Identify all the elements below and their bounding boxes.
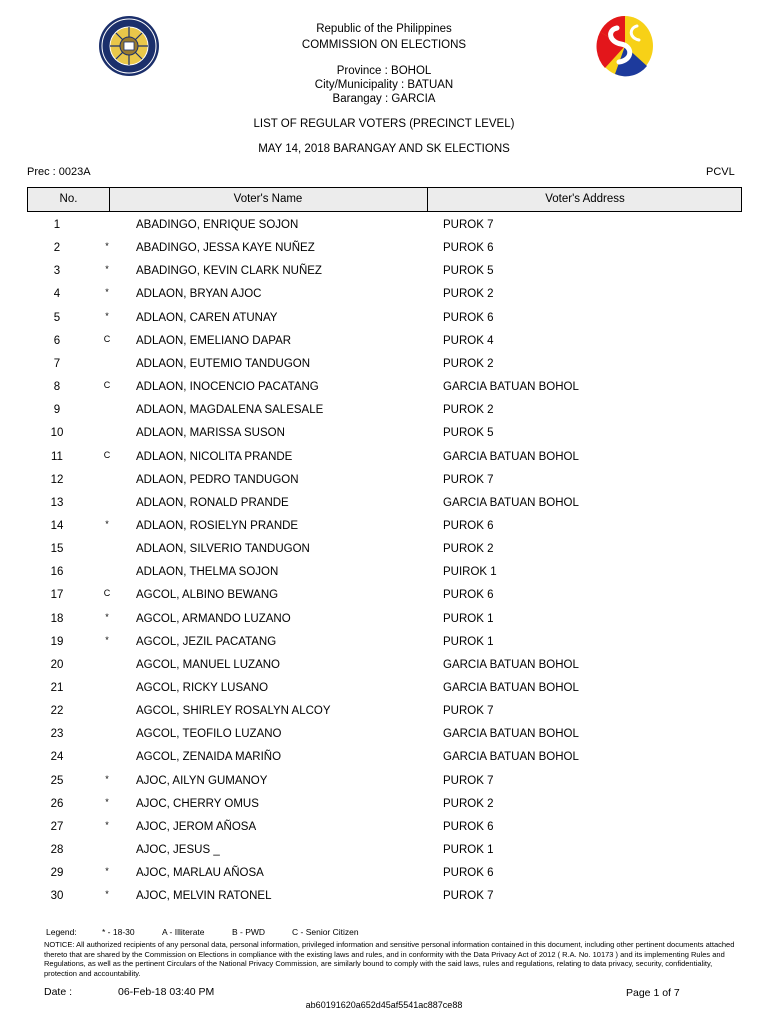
table-row xyxy=(0,654,768,677)
voter-name: AJOC, JESUS _ xyxy=(136,844,220,857)
voter-name: ABADINGO, KEVIN CLARK NUÑEZ xyxy=(136,265,322,278)
election-title: MAY 14, 2018 BARANGAY AND SK ELECTIONS xyxy=(258,143,510,155)
row-number: 23 xyxy=(50,728,64,741)
row-number: 3 xyxy=(53,265,61,278)
voter-name: AGCOL, MANUEL LUZANO xyxy=(136,658,280,671)
legend-label: Legend: xyxy=(46,927,77,937)
voter-name: ADLAON, CAREN ATUNAY xyxy=(136,311,278,324)
voter-name: AGCOL, JEZIL PACATANG xyxy=(136,635,277,648)
row-number: 20 xyxy=(50,658,64,671)
table-row xyxy=(0,561,768,584)
row-marker: * xyxy=(105,241,109,252)
voter-name: ADLAON, MAGDALENA SALESALE xyxy=(136,404,324,417)
voter-address: PUIROK 1 xyxy=(443,566,497,579)
row-marker: * xyxy=(105,796,109,807)
row-marker: * xyxy=(105,264,109,275)
list-title: LIST OF REGULAR VOTERS (PRECINCT LEVEL) xyxy=(253,118,515,130)
table-row xyxy=(0,399,768,422)
voter-name: AJOC, JEROM AÑOSA xyxy=(136,820,257,833)
voter-name: AJOC, CHERRY OMUS xyxy=(136,797,259,810)
legend-item-illiterate: A - Illiterate xyxy=(162,927,205,937)
row-marker: * xyxy=(105,287,109,298)
row-number: 6 xyxy=(53,334,61,347)
table-row xyxy=(0,677,768,700)
row-number: 17 xyxy=(50,589,64,602)
row-number: 28 xyxy=(50,844,64,857)
province-label: Province : BOHOL xyxy=(336,65,432,77)
row-number: 16 xyxy=(50,566,64,579)
voter-name: AJOC, AILYN GUMANOY xyxy=(136,774,268,787)
voter-name: AJOC, MELVIN RATONEL xyxy=(136,890,272,903)
date-value: 06-Feb-18 03:40 PM xyxy=(118,986,215,998)
voter-address: PUROK 7 xyxy=(443,774,494,787)
voter-address: PUROK 6 xyxy=(443,311,494,324)
row-marker: C xyxy=(103,333,111,344)
row-number: 30 xyxy=(50,890,64,903)
row-number: 29 xyxy=(50,867,64,880)
table-row xyxy=(0,839,768,862)
table-row xyxy=(0,422,768,445)
row-number: 9 xyxy=(53,404,61,417)
voter-name: ADLAON, EUTEMIO TANDUGON xyxy=(136,357,311,370)
row-number: 25 xyxy=(50,774,64,787)
voter-name: ADLAON, THELMA SOJON xyxy=(136,566,279,579)
voter-name: ADLAON, BRYAN AJOC xyxy=(136,288,262,301)
table-row xyxy=(0,376,768,399)
legend-item-18-30: * - 18-30 xyxy=(102,927,135,937)
pcvl-code: PCVL xyxy=(706,166,735,178)
voter-address: PUROK 2 xyxy=(443,357,494,370)
city-label: City/Municipality : BATUAN xyxy=(314,79,454,91)
voter-address: PUROK 1 xyxy=(443,612,494,625)
table-row xyxy=(0,515,768,538)
table-row xyxy=(0,492,768,515)
voter-address: PUROK 6 xyxy=(443,589,494,602)
column-header-no: No. xyxy=(28,188,110,211)
table-row xyxy=(0,469,768,492)
voter-name: ADLAON, PEDRO TANDUGON xyxy=(136,473,299,486)
voter-name: AGCOL, TEOFILO LUZANO xyxy=(136,728,282,741)
voter-name: ABADINGO, ENRIQUE SOJON xyxy=(136,219,299,231)
precinct-label: Prec : 0023A xyxy=(27,166,91,178)
row-number: 18 xyxy=(50,612,64,625)
row-number: 13 xyxy=(50,496,64,509)
table-row xyxy=(0,723,768,746)
voter-name: ADLAON, ROSIELYN PRANDE xyxy=(136,519,299,532)
table-row xyxy=(0,584,768,607)
row-number: 8 xyxy=(53,381,61,394)
row-number: 24 xyxy=(50,751,64,764)
voter-address: PUROK 1 xyxy=(443,635,494,648)
voter-address: PUROK 7 xyxy=(443,473,494,486)
voter-address: PUROK 5 xyxy=(443,265,494,278)
table-row xyxy=(0,446,768,469)
row-number: 11 xyxy=(51,450,63,463)
row-number: 22 xyxy=(50,705,64,718)
voter-address: PUROK 7 xyxy=(443,890,494,903)
voter-name: ABADINGO, JESSA KAYE NUÑEZ xyxy=(136,242,315,255)
row-marker: * xyxy=(105,634,109,645)
row-number: 4 xyxy=(53,288,61,301)
voter-address: GARCIA BATUAN BOHOL xyxy=(443,450,579,463)
table-row xyxy=(0,608,768,631)
table-row xyxy=(0,746,768,769)
row-number: 15 xyxy=(50,543,64,556)
voter-address: PUROK 6 xyxy=(443,242,494,255)
legend-item-pwd: B - PWD xyxy=(232,927,266,937)
row-marker: C xyxy=(103,449,111,460)
voter-name: AGCOL, ARMANDO LUZANO xyxy=(136,612,291,625)
voter-address: PUROK 6 xyxy=(443,820,494,833)
table-row xyxy=(0,214,768,237)
voter-address: GARCIA BATUAN BOHOL xyxy=(443,682,579,694)
voter-name: ADLAON, INOCENCIO PACATANG xyxy=(136,381,319,394)
table-row xyxy=(0,283,768,306)
privacy-notice: NOTICE: All authorized recipients of any personal data, personal information, privileged information and sensitive personal information contained in this document, including other pertinent documents attached thereto that are shared by the Commission on Elections in compliance with the existing laws and rules, and in conformity with the Data Privacy Act of 2012 ( R.A. No. 10173 ) and its implementing Rules and Regulations, as well as the pertinent Circulars of the National Privacy Commission, are similarly bound to comply with the said laws, rules and regulations, relating to data privacy, security, confidentiality, protection and accountability. xyxy=(44,940,735,978)
voter-name: ADLAON, MARISSA SUSON xyxy=(136,427,285,440)
voter-address: PUROK 2 xyxy=(443,543,494,556)
row-number: 19 xyxy=(50,635,64,648)
row-marker: * xyxy=(105,889,109,900)
row-number: 7 xyxy=(53,357,61,370)
voter-name: ADLAON, SILVERIO TANDUGON xyxy=(136,543,310,556)
page-indicator: Page 1 of 7 xyxy=(626,987,680,999)
column-header-address: Voter's Address xyxy=(545,193,625,205)
voter-address: PUROK 7 xyxy=(443,705,494,718)
voter-name: AGCOL, SHIRLEY ROSALYN ALCOY xyxy=(136,705,331,718)
table-header xyxy=(27,187,742,212)
date-label: Date : xyxy=(44,986,73,998)
row-number: 14 xyxy=(50,519,64,532)
column-header-name: Voter's Name xyxy=(109,188,428,211)
row-number: 26 xyxy=(50,797,64,810)
table-row xyxy=(0,260,768,283)
voter-address: GARCIA BATUAN BOHOL xyxy=(443,728,579,741)
row-number: 10 xyxy=(50,427,64,440)
legend-item-senior: C - Senior Citizen xyxy=(292,927,359,937)
voter-name: AGCOL, ZENAIDA MARIÑO xyxy=(136,751,282,764)
voter-address: PUROK 2 xyxy=(443,797,494,810)
republic-heading: Republic of the Philippines xyxy=(316,23,452,35)
row-number: 27 xyxy=(50,820,64,833)
table-row xyxy=(0,700,768,723)
table-row xyxy=(0,885,768,908)
row-marker: * xyxy=(105,773,109,784)
table-row xyxy=(0,237,768,260)
table-row xyxy=(0,538,768,561)
row-number: 21 xyxy=(50,682,64,694)
row-number: 5 xyxy=(53,311,61,324)
row-marker: * xyxy=(105,819,109,830)
voter-address: PUROK 2 xyxy=(443,288,494,301)
row-marker: * xyxy=(105,866,109,877)
voter-address: PUROK 2 xyxy=(443,404,494,417)
table-row xyxy=(0,816,768,839)
row-number: 2 xyxy=(53,242,61,255)
voter-address: PUROK 1 xyxy=(443,844,494,857)
voter-name: AGCOL, ALBINO BEWANG xyxy=(136,589,279,602)
voter-name: AGCOL, RICKY LUSANO xyxy=(136,682,269,694)
table-row xyxy=(0,330,768,353)
voter-address: GARCIA BATUAN BOHOL xyxy=(443,751,579,764)
row-marker: C xyxy=(103,588,111,599)
barangay-label: Barangay : GARCIA xyxy=(332,93,436,105)
voter-address: PUROK 6 xyxy=(443,867,494,880)
document-hash: ab60191620a652d45af5541ac887ce88 xyxy=(305,1000,463,1010)
voter-address: PUROK 7 xyxy=(443,219,494,231)
row-marker: * xyxy=(105,611,109,622)
row-number: 12 xyxy=(50,473,64,486)
row-marker: * xyxy=(105,310,109,321)
voter-address: GARCIA BATUAN BOHOL xyxy=(443,658,579,671)
row-marker: * xyxy=(105,518,109,529)
voter-address: PUROK 5 xyxy=(443,427,494,440)
voter-name: ADLAON, EMELIANO DAPAR xyxy=(136,334,292,347)
table-row xyxy=(0,307,768,330)
commission-heading: COMMISSION ON ELECTIONS xyxy=(301,39,467,51)
voter-address: GARCIA BATUAN BOHOL xyxy=(443,496,579,509)
table-row xyxy=(0,770,768,793)
table-row xyxy=(0,353,768,376)
row-marker: C xyxy=(103,380,111,391)
voter-address: GARCIA BATUAN BOHOL xyxy=(443,381,579,394)
table-row xyxy=(0,862,768,885)
row-number: 1 xyxy=(53,219,61,231)
voter-name: ADLAON, NICOLITA PRANDE xyxy=(136,450,293,463)
voter-address: PUROK 4 xyxy=(443,334,494,347)
table-row xyxy=(0,793,768,816)
table-row xyxy=(0,631,768,654)
voter-address: PUROK 6 xyxy=(443,519,494,532)
voter-name: ADLAON, RONALD PRANDE xyxy=(136,496,289,509)
voter-name: AJOC, MARLAU AÑOSA xyxy=(136,867,264,880)
